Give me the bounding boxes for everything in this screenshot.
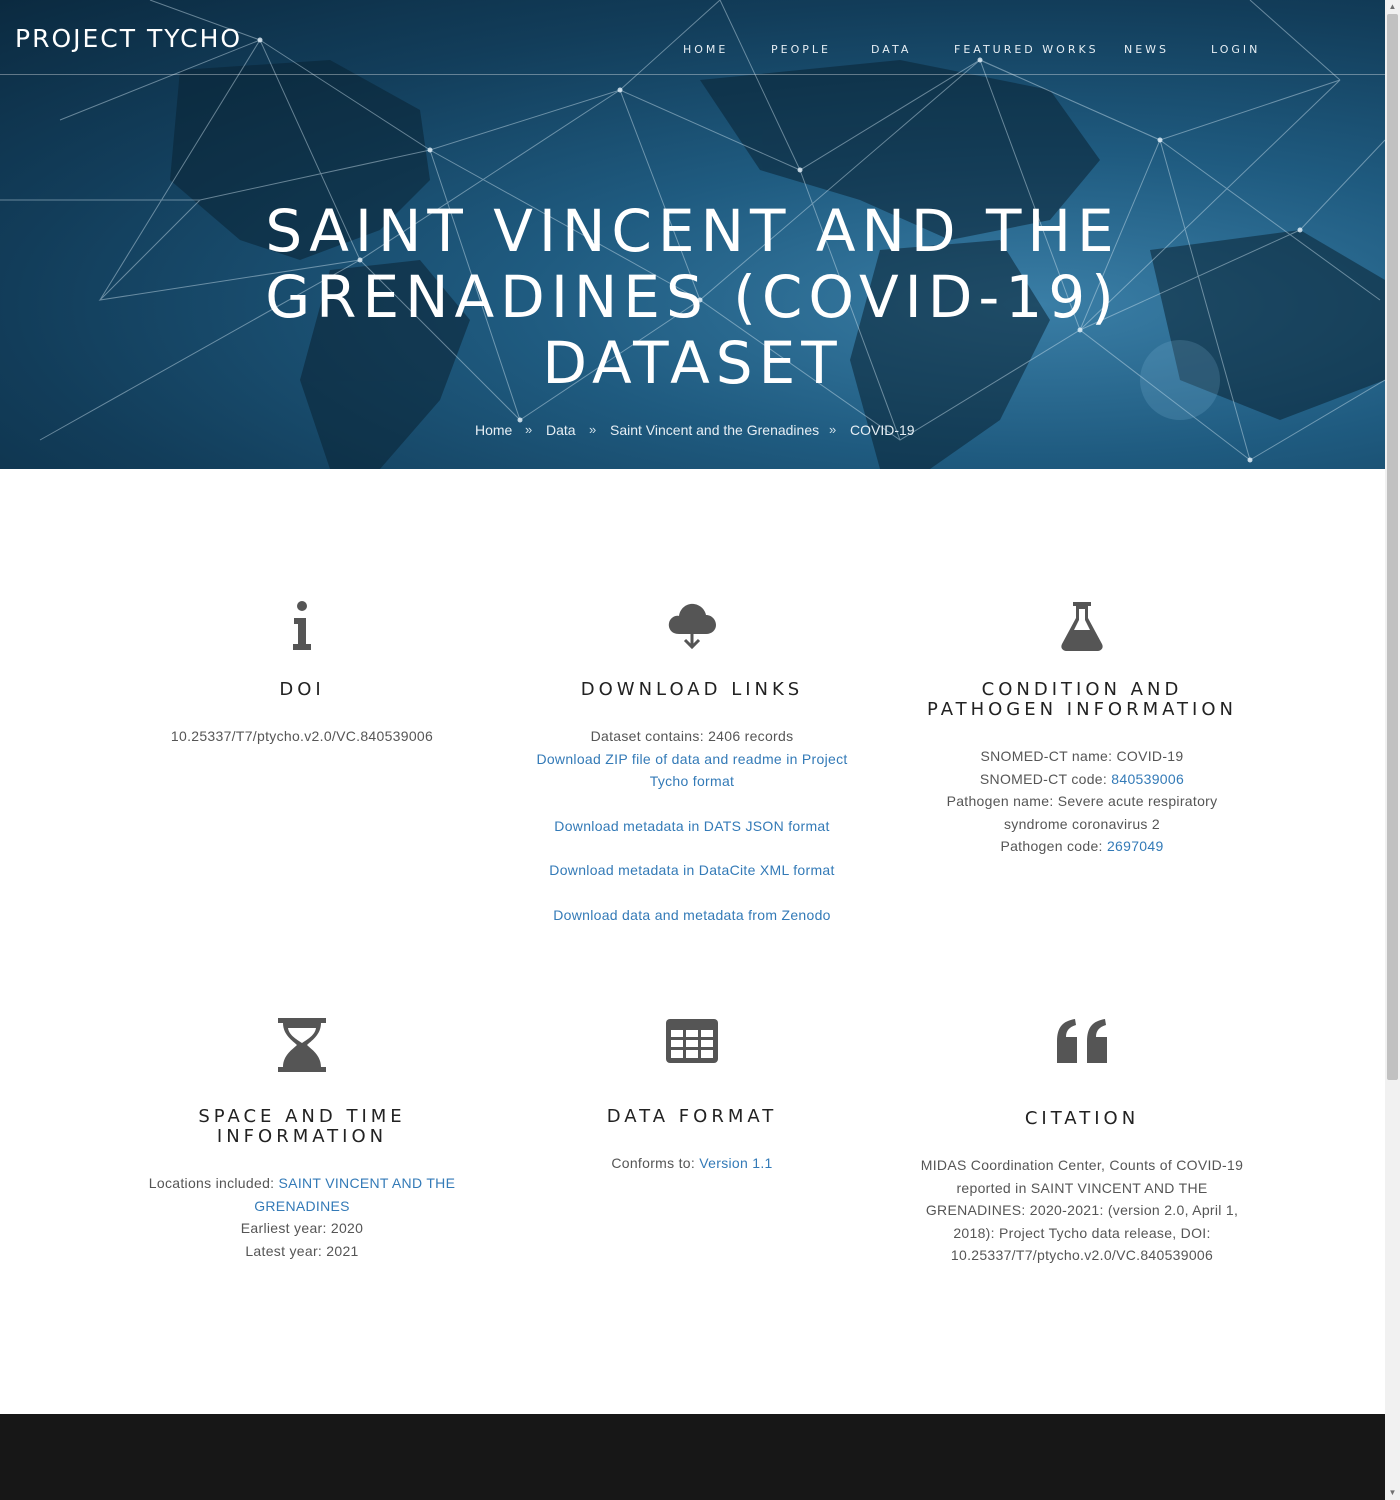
page-title-line-1: SAINT VINCENT AND THE	[265, 197, 1120, 265]
download-dats-json-link[interactable]: Download metadata in DATS JSON format	[554, 817, 830, 834]
citation-heading: CITATION	[1024, 1108, 1140, 1129]
footer	[0, 1414, 1385, 1500]
pathogen-name: Pathogen name: Severe acute respiratory syndrome coronavirus 2	[946, 793, 1218, 832]
location-link[interactable]: SAINT VINCENT AND THE GRENADINES	[254, 1175, 456, 1214]
download-zip-link[interactable]: Download ZIP file of data and readme in Project Tycho format	[536, 750, 848, 789]
scrollbar-thumb[interactable]	[1387, 14, 1398, 1080]
latest-year: Latest year: 2021	[245, 1242, 359, 1259]
conforms-label: Conforms to:	[611, 1155, 700, 1171]
top-navbar	[0, 0, 1385, 75]
breadcrumb-separator-icon: »	[589, 422, 597, 437]
hourglass-icon	[277, 1017, 327, 1073]
snomed-code-link[interactable]: 840539006	[1111, 770, 1185, 787]
citation-text: MIDAS Coordination Center, Counts of COVID-19 reported in SAINT VINCENT AND THE GRENADINES: 2020-2021: (version 2.0, April 1, 2018): Project Tycho data release, DOI: 10.25337/T7/ptycho.v2.0/VC.840539006	[920, 1157, 1244, 1263]
info-icon	[290, 600, 314, 652]
quote-icon	[1055, 1017, 1109, 1067]
nav-login[interactable]: LOGIN	[1211, 43, 1261, 56]
data-format-heading: DATA FORMAT	[606, 1106, 778, 1127]
nav-featured-works[interactable]: FEATURED WORKS	[954, 43, 1099, 56]
version-link[interactable]: Version 1.1	[699, 1155, 773, 1171]
cloud-download-icon	[667, 600, 717, 650]
page-title-line-2: GRENADINES (COVID-19)	[265, 263, 1120, 331]
brand-logo[interactable]: PROJECT TYCHO	[15, 24, 243, 53]
flask-icon	[1060, 600, 1104, 652]
download-zenodo-link[interactable]: Download data and metadata from Zenodo	[553, 906, 831, 923]
pathogen-code-link[interactable]: 2697049	[1106, 838, 1164, 854]
breadcrumb-data[interactable]: Data	[546, 422, 576, 438]
page-scrollbar[interactable]	[1385, 0, 1400, 1500]
table-icon	[666, 1017, 718, 1065]
data-format-section	[527, 1017, 857, 1175]
page-title	[190, 198, 1195, 396]
breadcrumb-separator-icon: »	[829, 422, 837, 437]
doi-section	[137, 600, 467, 748]
locations-label: Locations included:	[148, 1175, 279, 1191]
scroll-down-arrow-icon[interactable]: ▼	[1388, 1488, 1397, 1497]
breadcrumb-condition: COVID-19	[850, 422, 915, 438]
space-time-section	[137, 1017, 467, 1262]
download-links-section	[527, 600, 857, 926]
page-title-line-3: DATASET	[542, 329, 843, 397]
space-time-heading: SPACE AND TIME INFORMATION	[198, 1106, 406, 1147]
hero-banner	[0, 0, 1385, 469]
download-datacite-xml-link[interactable]: Download metadata in DataCite XML format	[549, 862, 835, 878]
earliest-year: Earliest year: 2020	[240, 1220, 364, 1236]
breadcrumb-home[interactable]: Home	[475, 422, 513, 438]
snomed-code-label: SNOMED-CT code:	[979, 770, 1112, 787]
download-links-heading: DOWNLOAD LINKS	[580, 679, 804, 700]
pathogen-code-label: Pathogen code:	[1000, 838, 1107, 854]
breadcrumb	[0, 422, 1385, 442]
nav-data[interactable]: DATA	[871, 43, 912, 56]
breadcrumb-country[interactable]: Saint Vincent and the Grenadines	[610, 422, 820, 438]
nav-people[interactable]: PEOPLE	[771, 43, 831, 56]
citation-section	[917, 1017, 1247, 1267]
nav-news[interactable]: NEWS	[1124, 43, 1170, 56]
condition-heading: CONDITION AND PATHOGEN INFORMATION	[926, 679, 1237, 720]
doi-value: 10.25337/T7/ptycho.v2.0/VC.840539006	[170, 728, 434, 744]
records-count: Dataset contains: 2406 records	[590, 728, 794, 744]
snomed-name: SNOMED-CT name: COVID-19	[980, 748, 1184, 764]
condition-section	[917, 600, 1247, 858]
scroll-up-arrow-icon[interactable]: ▲	[1388, 2, 1397, 11]
breadcrumb-separator-icon: »	[525, 422, 533, 437]
doi-heading: DOI	[279, 679, 325, 700]
nav-home[interactable]: HOME	[683, 43, 729, 56]
